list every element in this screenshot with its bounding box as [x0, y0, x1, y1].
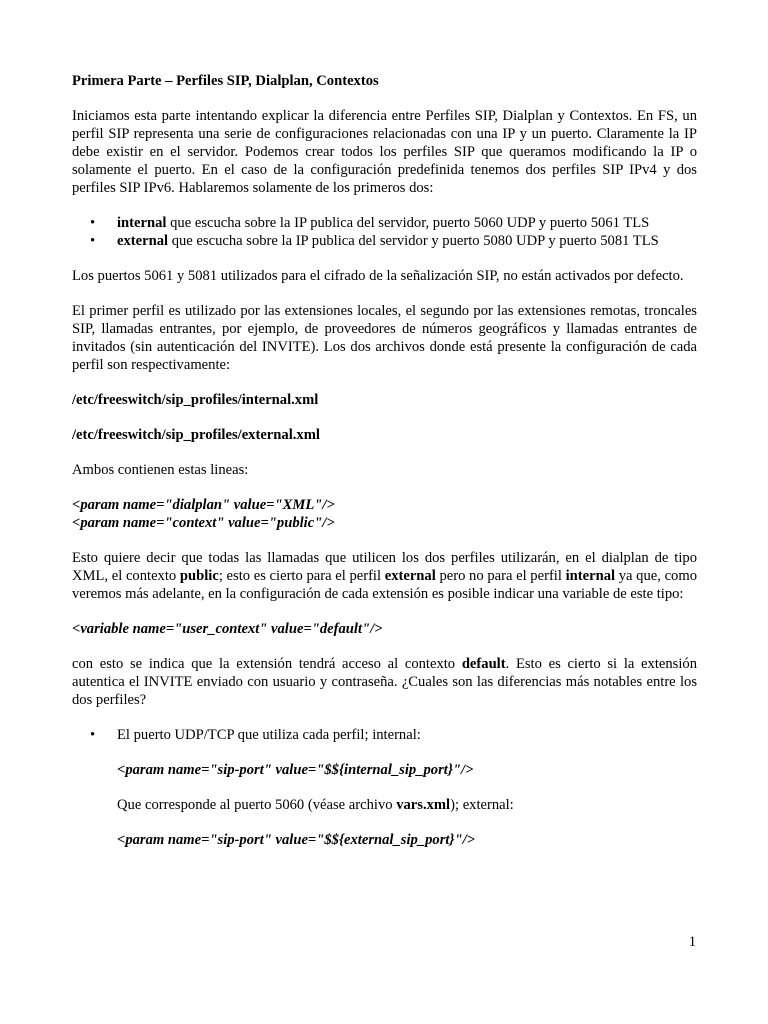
- profile-name-internal: internal: [117, 215, 167, 231]
- vars-text-1: Que corresponde al puerto 5060 (véase archivo: [117, 797, 397, 813]
- profile-name-external: external: [117, 233, 169, 249]
- bullet-icon: •: [90, 233, 96, 249]
- bullet-icon: •: [90, 215, 96, 231]
- param-sip-port-external-code: <param name="sip-port" value="$${external_sip_port}"/>: [117, 832, 475, 848]
- vars-line: [72, 796, 697, 814]
- list-item-external: [72, 232, 697, 250]
- default-paragraph: [72, 655, 697, 709]
- file-path-external: /etc/freeswitch/sip_profiles/external.xml: [72, 427, 320, 443]
- variable-user-context-code: <variable name="user_context" value="default"/>: [72, 621, 383, 637]
- list-item-port: [72, 726, 697, 744]
- meaning-text-3: pero no para el perfil: [435, 568, 566, 584]
- default-text-2: . Esto es cierto si la extensión autentica el INVITE enviado con usuario y contraseña. ¿Cuales son las diferencias más notables entre los dos perfiles?: [72, 656, 697, 708]
- profiles-list: [72, 214, 697, 250]
- profile-internal-bold: internal: [565, 568, 616, 584]
- ports-paragraph: Los puertos 5061 y 5081 utilizados para el cifrado de la señalización SIP, no están activados por defecto.: [72, 268, 684, 284]
- sip-port-internal-line: [72, 761, 697, 779]
- document-page: [72, 72, 697, 866]
- meaning-text-4: ya que, como veremos más adelante, en la configuración de cada extensión es posible indicar una variable de este tipo:: [72, 568, 697, 602]
- meaning-text-2: ; esto es cierto para el perfil: [218, 568, 385, 584]
- param-dialplan-code: <param name="dialplan" value="XML"/>: [72, 497, 335, 513]
- difference-bullet-text: El puerto UDP/TCP que utiliza cada perfil; internal:: [117, 727, 421, 743]
- meaning-text-1: Esto quiere decir que todas las llamadas que utilicen los dos perfiles utilizarán, en el dialplan de tipo XML, el contexto: [72, 550, 697, 584]
- profile-external-bold: external: [384, 568, 436, 584]
- intro-paragraph: Iniciamos esta parte intentando explicar la diferencia entre Perfiles SIP, Dialplan y Contextos. En FS, un perfil SIP representa una serie de configuraciones relacionadas con una IP y un puerto. Claramente la IP debe existir en el servidor. Podemos crear todos los perfiles SIP que queramos modificando la IP o solamente el puerto. En el caso de la configuración predefinida tenemos dos perfiles SIP IPv4 y dos perfiles SIP IPv6. Hablaremos solamente de los primeros dos:: [72, 108, 697, 196]
- params-code-block: [72, 496, 697, 532]
- context-public: public: [179, 568, 219, 584]
- meaning-paragraph: [72, 549, 697, 603]
- vars-file-name: vars.xml: [396, 797, 451, 813]
- vars-text-2: ); external:: [450, 797, 514, 813]
- list-item-internal: [72, 214, 697, 232]
- section-title: Primera Parte – Perfiles SIP, Dialplan, Contextos: [72, 73, 379, 89]
- profile-desc-internal: que escucha sobre la IP publica del servidor, puerto 5060 UDP y puerto 5061 TLS: [166, 215, 650, 231]
- param-context-code: <param name="context" value="public"/>: [72, 515, 335, 531]
- default-text-1: con esto se indica que la extensión tendrá acceso al contexto: [72, 656, 462, 672]
- context-default: default: [461, 656, 506, 672]
- both-contain-text: Ambos contienen estas lineas:: [72, 462, 249, 478]
- differences-list: [72, 726, 697, 744]
- variable-code-line: [72, 620, 697, 638]
- profile-desc-external: que escucha sobre la IP publica del servidor y puerto 5080 UDP y puerto 5081 TLS: [168, 233, 659, 249]
- page-number: 1: [688, 934, 696, 950]
- sip-port-external-line: [72, 831, 697, 849]
- bullet-icon: •: [90, 727, 96, 743]
- param-sip-port-internal-code: <param name="sip-port" value="$${internal_sip_port}"/>: [117, 762, 474, 778]
- profile-usage-paragraph: El primer perfil es utilizado por las extensiones locales, el segundo por las extensiones remotas, troncales SIP, llamadas entrantes, por ejemplo, de proveedores de números geográficos y llamadas entrantes de invitados (sin autenticación del INVITE). Los dos archivos donde está presente la configuración de cada perfil son respectivamente:: [72, 303, 697, 373]
- file-path-internal: /etc/freeswitch/sip_profiles/internal.xml: [72, 392, 319, 408]
